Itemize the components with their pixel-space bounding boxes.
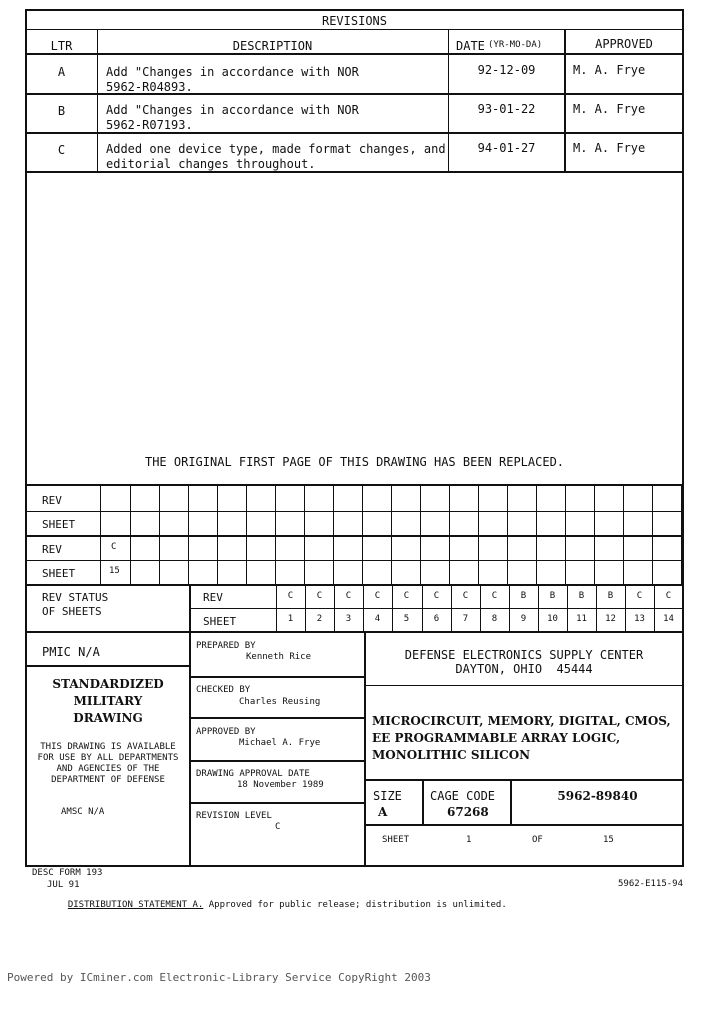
status-rev-cell: C — [462, 591, 469, 601]
availability-note: THIS DRAWING IS AVAILABLE — [40, 742, 176, 752]
signoff-line — [190, 717, 365, 719]
status-rev-cell: C — [433, 591, 440, 601]
size-divider — [422, 779, 424, 824]
status-sheet-cell: 13 — [634, 614, 645, 624]
status-sheet-cell: 7 — [462, 614, 469, 624]
grid-col-line — [478, 485, 479, 584]
approval-date: 18 November 1989 — [237, 780, 324, 790]
rev-status-sheet-label: SHEET — [203, 615, 237, 628]
status-sheet-cell: 9 — [520, 614, 527, 624]
pmic-label: PMIC N/A — [42, 645, 100, 659]
drawing-title: MONOLITHIC SILICON — [372, 748, 531, 762]
grid-line — [26, 511, 683, 512]
prepared-label: PREPARED BY — [196, 641, 256, 651]
availability-note: AND AGENCIES OF THE — [56, 764, 160, 774]
status-sheet-cell: 2 — [316, 614, 323, 624]
rev-row-desc: Add "Changes in accordance with NOR — [106, 65, 359, 79]
header-ltr: LTR — [50, 39, 73, 53]
grid-col-line — [275, 485, 276, 584]
grid-rev-label: REV — [42, 494, 62, 507]
revision-level-label: REVISION LEVEL — [196, 811, 272, 821]
grid-col-line — [536, 485, 537, 584]
distribution-label: DISTRIBUTION STATEMENT A. — [67, 900, 204, 910]
rev-row-ltr: B — [57, 104, 66, 118]
document-code: 5962-E115-94 — [618, 879, 684, 889]
availability-note: FOR USE BY ALL DEPARTMENTS — [37, 753, 179, 763]
rev-row-line — [26, 93, 683, 95]
status-rev-cell: B — [607, 591, 614, 601]
availability-note: DEPARTMENT OF DEFENSE — [51, 775, 165, 785]
header-date-format: (YR-MO-DA) — [488, 40, 543, 50]
rev-status-label: REV STATUS — [42, 591, 109, 604]
rev-status-mid-line — [190, 608, 683, 609]
status-rev-cell: C — [665, 591, 672, 601]
status-sheet-cell: 10 — [547, 614, 558, 624]
smd-title: DRAWING — [73, 711, 143, 725]
grid-col-line — [362, 485, 363, 584]
title-line — [365, 779, 683, 781]
distribution-text: Approved for public release; distribution is unlimited. — [203, 900, 507, 910]
status-rev-cell: C — [316, 591, 323, 601]
form-date: JUL 91 — [47, 880, 80, 890]
size-value: A — [378, 805, 388, 819]
status-sheet-cell: 3 — [345, 614, 352, 624]
revisions-header-line — [26, 53, 683, 55]
agency-address: DAYTON, OHIO 45444 — [455, 662, 593, 676]
rev-row-line — [26, 171, 683, 173]
rev-status-divider — [189, 584, 191, 867]
grid-top-line — [26, 484, 683, 486]
grid-col-line — [333, 485, 334, 584]
amsc-label: AMSC N/A — [61, 807, 105, 817]
grid-col-line — [159, 485, 160, 584]
header-approved: APPROVED — [595, 37, 653, 51]
grid-col-line — [391, 485, 392, 584]
approved-col-line — [564, 29, 566, 172]
grid-col-line — [246, 485, 247, 584]
grid-line — [26, 584, 683, 586]
cage-label: CAGE CODE — [430, 789, 496, 803]
status-rev-cell: C — [345, 591, 352, 601]
grid-sheet-value: 15 — [109, 566, 120, 576]
sheet-label: SHEET — [382, 835, 410, 845]
approval-date-label: DRAWING APPROVAL DATE — [196, 769, 310, 779]
pmic-line — [26, 665, 190, 667]
rev-row-ltr: A — [57, 65, 66, 79]
smd-title: STANDARDIZED — [52, 677, 164, 691]
rev-row-date: 92-12-09 — [477, 63, 536, 77]
grid-col-line — [304, 485, 305, 584]
agency-name: DEFENSE ELECTRONICS SUPPLY CENTER — [404, 648, 644, 662]
sheet-number: 1 — [466, 835, 472, 845]
grid-col-line — [623, 485, 624, 584]
grid-sheet-label: SHEET — [42, 518, 76, 531]
signoff-line — [190, 676, 365, 678]
status-rev-cell: C — [636, 591, 643, 601]
status-sheet-cell: 14 — [663, 614, 674, 624]
grid-line — [26, 535, 683, 537]
rev-row-line — [26, 132, 683, 134]
status-rev-cell: B — [549, 591, 556, 601]
sheet-total: 15 — [603, 835, 614, 845]
grid-rev-label: REV — [42, 543, 62, 556]
status-sheet-cell: 1 — [287, 614, 294, 624]
status-sheet-cell: 11 — [576, 614, 587, 624]
form-number: DESC FORM 193 — [32, 868, 103, 878]
grid-line — [26, 560, 683, 561]
status-sheet-cell: 4 — [374, 614, 381, 624]
drawing-title: EE PROGRAMMABLE ARRAY LOGIC, — [372, 731, 621, 745]
grid-col-line — [188, 485, 189, 584]
status-sheet-cell: 8 — [491, 614, 498, 624]
size-label: SIZE — [373, 789, 402, 803]
rev-row-date: 93-01-22 — [477, 102, 536, 116]
rev-row-date: 94-01-27 — [477, 141, 536, 155]
drawing-title: MICROCIRCUIT, MEMORY, DIGITAL, CMOS, — [372, 714, 671, 728]
approved-label: APPROVED BY — [196, 727, 256, 737]
ident-line — [365, 824, 683, 826]
rev-row-approved: M. A. Frye — [573, 141, 646, 155]
grid-col-line — [681, 485, 682, 584]
rev-row-approved: M. A. Frye — [573, 102, 646, 116]
grid-sheet-label: SHEET — [42, 567, 76, 580]
replacement-notice: THE ORIGINAL FIRST PAGE OF THIS DRAWING HAS BEEN REPLACED. — [144, 455, 565, 469]
status-rev-cell: B — [578, 591, 585, 601]
grid-col-line — [217, 485, 218, 584]
agency-line — [365, 685, 683, 686]
revisions-title-line — [26, 29, 683, 30]
checked-name: Charles Reusing — [239, 697, 321, 707]
rev-row-desc: 5962-R07193. — [106, 118, 193, 132]
status-sheet-cell: 12 — [605, 614, 616, 624]
grid-col-line — [449, 485, 450, 584]
prepared-name: Kenneth Rice — [246, 652, 312, 662]
rev-row-desc: Add "Changes in accordance with NOR — [106, 103, 359, 117]
status-rev-cell: C — [491, 591, 498, 601]
revision-level-value: C — [275, 822, 281, 832]
status-rev-cell: C — [403, 591, 410, 601]
rev-status-rev-label: REV — [203, 591, 223, 604]
grid-rev-value: C — [111, 542, 117, 552]
rev-status-label: OF SHEETS — [42, 605, 102, 618]
approved-name: Michael A. Frye — [239, 738, 321, 748]
grid-col-line — [130, 485, 131, 584]
rev-row-desc: 5962-R04893. — [106, 80, 193, 94]
header-date: DATE — [456, 39, 485, 53]
rev-row-desc: editorial changes throughout. — [106, 157, 316, 171]
grid-col-line — [652, 485, 653, 584]
revisions-title: REVISIONS — [321, 14, 388, 28]
cage-value: 67268 — [447, 805, 489, 819]
grid-col-line — [565, 485, 566, 584]
grid-col-line — [507, 485, 508, 584]
grid-col-line — [100, 485, 101, 584]
grid-col-line — [594, 485, 595, 584]
of-label: OF — [532, 835, 543, 845]
distribution-statement — [57, 892, 507, 910]
smd-title: MILITARY — [73, 694, 143, 708]
rev-row-approved: M. A. Frye — [573, 63, 646, 77]
signoff-line — [190, 802, 365, 804]
status-sheet-cell: 5 — [403, 614, 410, 624]
rev-status-bottom-line — [26, 631, 683, 633]
grid-col-line — [420, 485, 421, 584]
status-rev-cell: C — [374, 591, 381, 601]
status-rev-cell: C — [287, 591, 294, 601]
rev-row-desc: Added one device type, made format changes, and — [106, 142, 446, 156]
drawing-number: 5962-89840 — [557, 789, 638, 803]
status-sheet-cell: 6 — [433, 614, 440, 624]
powered-by-watermark: Powered by ICminer.com Electronic-Library Service CopyRight 2003 — [7, 971, 431, 984]
status-rev-cell: B — [520, 591, 527, 601]
checked-label: CHECKED BY — [196, 685, 251, 695]
header-description: DESCRIPTION — [232, 39, 313, 53]
rev-row-ltr: C — [57, 143, 66, 157]
signoff-line — [190, 760, 365, 762]
